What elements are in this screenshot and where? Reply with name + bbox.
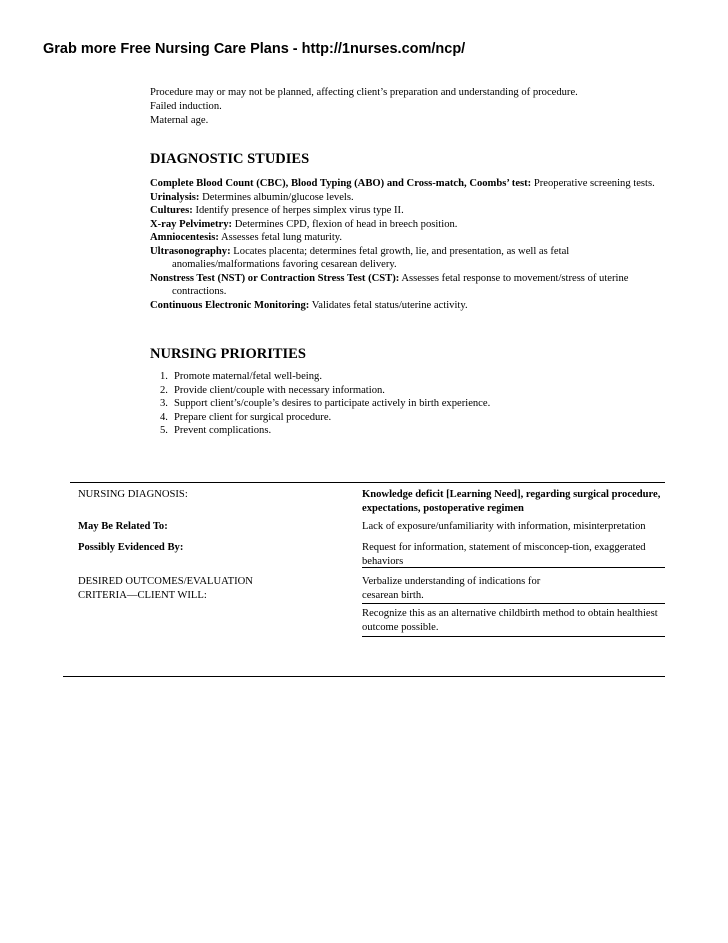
empty-cell — [70, 607, 362, 634]
diagnostic-studies-title: DIAGNOSTIC STUDIES — [150, 151, 310, 167]
intro-line: Procedure may or may not be planned, affecting client’s preparation and understanding of procedure. — [150, 87, 578, 98]
item-text: Promote maternal/fetal well-being. — [174, 371, 322, 382]
evidenced-value: Request for information, statement of misconcep-tion, exaggerated behaviors — [362, 542, 646, 567]
item-text: Provide client/couple with necessary information. — [174, 384, 385, 396]
list-item — [150, 231, 660, 245]
table-row — [70, 541, 665, 575]
study-desc: Identify presence of herpes simplex virus type II. — [195, 205, 404, 216]
item-number: 4. — [160, 411, 168, 423]
related-value: Lack of exposure/unfamiliarity with information, misinterpretation — [362, 521, 646, 532]
study-term: Nonstress Test (NST) or Contraction Stress Test (CST): — [150, 272, 400, 284]
table-row — [70, 482, 665, 518]
outcome-separator-rule — [362, 603, 665, 604]
study-term: Ultrasonography: — [150, 245, 231, 257]
diagnostic-studies-list — [150, 177, 660, 312]
related-label: May Be Related To: — [78, 521, 168, 532]
list-item — [160, 411, 490, 425]
study-desc: Validates fetal status/uterine activity. — [311, 299, 468, 311]
study-desc: Locates placenta; determines fetal growth, lie, and presentation, as well as fetal anomalies/malformations favoring cesarean delivery. — [172, 245, 570, 270]
study-desc: Assesses fetal lung maturity. — [220, 232, 343, 243]
nursing-diagnosis-table — [70, 482, 665, 634]
study-desc: Determines CPD, flexion of head in breech position. — [234, 218, 458, 230]
outcomes-label: DESIRED OUTCOMES/EVALUATION CRITERIA—CLIENT WILL: — [78, 576, 253, 601]
list-item — [150, 218, 660, 232]
intro-line: Maternal age. — [150, 115, 209, 126]
item-number: 2. — [160, 384, 168, 396]
page-bottom-rule — [63, 676, 665, 677]
evidenced-label: Possibly Evidenced By: — [78, 542, 184, 553]
list-item — [160, 397, 490, 411]
study-term: Cultures: — [150, 205, 193, 216]
list-item — [150, 272, 660, 299]
page-header: Grab more Free Nursing Care Plans - http://1nurses.com/ncp/ — [43, 41, 466, 57]
list-item — [150, 245, 660, 272]
list-item — [150, 204, 660, 218]
outcome-item: Verbalize understanding of indications for cesarean birth. — [362, 576, 541, 601]
list-item — [150, 191, 660, 205]
study-desc: Assesses fetal response to movement/stress of uterine contractions. — [172, 272, 629, 297]
item-number: 5. — [160, 425, 168, 437]
nursing-priorities-list — [160, 370, 490, 438]
list-item — [150, 177, 660, 191]
study-term: Amniocentesis: — [150, 232, 219, 243]
table-row — [70, 518, 665, 541]
study-term: Continuous Electronic Monitoring: — [150, 299, 310, 311]
intro-line: Failed induction. — [150, 101, 222, 112]
outcome-item: Recognize this as an alternative childbirth method to obtain healthiest outcome possible. — [362, 608, 658, 633]
item-text: Prevent complications. — [174, 425, 272, 437]
intro-block — [150, 86, 578, 128]
table-row — [70, 607, 665, 634]
study-term: X-ray Pelvimetry: — [150, 218, 233, 230]
item-number: 3. — [160, 398, 168, 410]
list-item — [160, 370, 490, 384]
list-item — [160, 384, 490, 398]
list-item — [160, 424, 490, 438]
study-desc: Preoperative screening tests. — [533, 178, 655, 189]
study-term: Complete Blood Count (CBC), Blood Typing (ABO) and Cross-match, Coombs’ test: — [150, 178, 532, 189]
nursing-priorities-title: NURSING PRIORITIES — [150, 346, 306, 362]
diagnosis-value: Knowledge deficit [Learning Need], regarding surgical procedure, expectations, postoperative regimen — [362, 489, 661, 514]
item-text: Support client’s/couple’s desires to participate actively in birth experience. — [174, 398, 491, 410]
study-desc: Determines albumin/glucose levels. — [202, 191, 354, 203]
item-number: 1. — [160, 371, 168, 382]
diagnosis-label: NURSING DIAGNOSIS: — [78, 489, 188, 500]
outcome-separator-rule — [362, 567, 665, 568]
study-term: Urinalysis: — [150, 191, 200, 203]
list-item — [150, 299, 660, 313]
outcome-bottom-rule — [362, 636, 665, 637]
item-text: Prepare client for surgical procedure. — [174, 411, 332, 423]
